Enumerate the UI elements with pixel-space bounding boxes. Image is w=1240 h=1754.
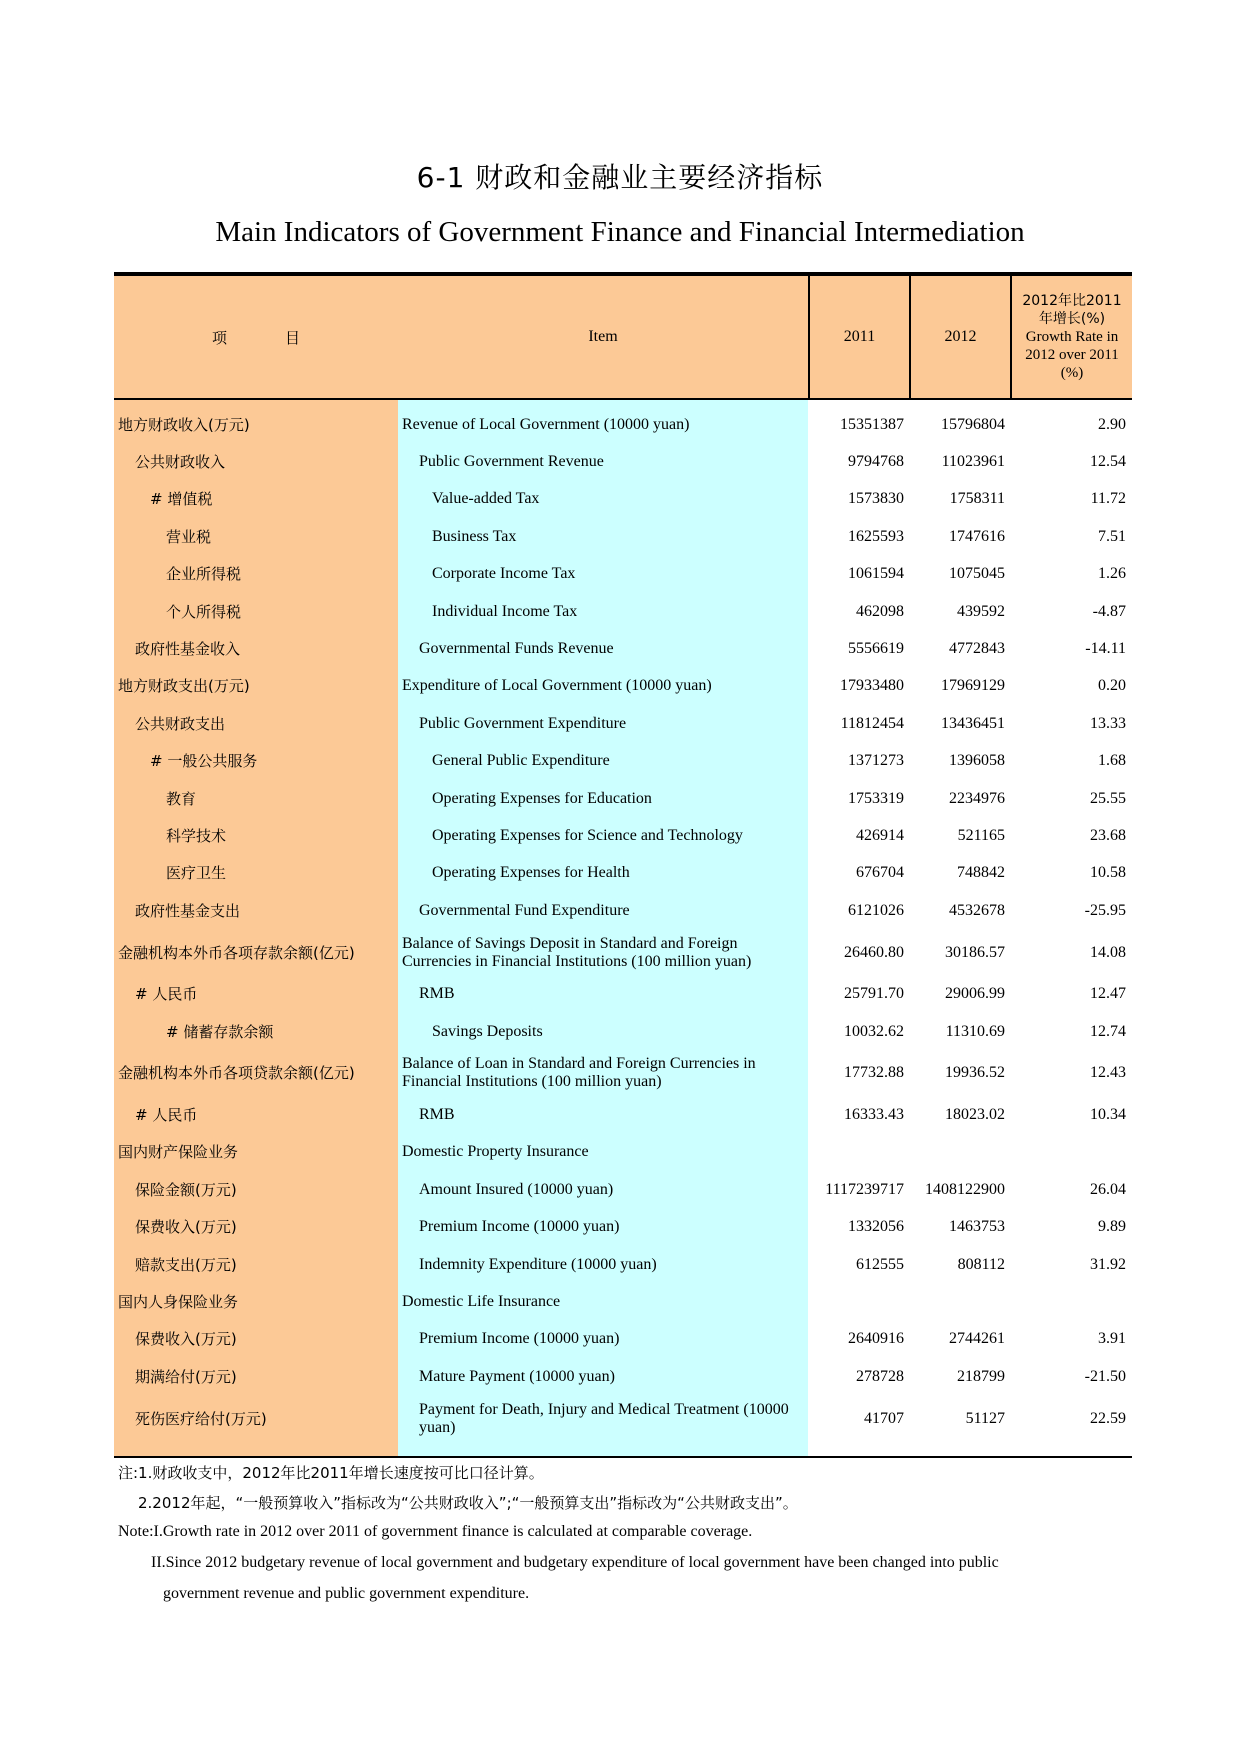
cell-value-2012: 521165 xyxy=(957,827,1005,845)
cell-item-cn: 公共财政支出 xyxy=(135,714,226,733)
table-row xyxy=(114,1050,1132,1096)
table-row xyxy=(114,1134,1132,1171)
header-growth-line-5: (%) xyxy=(1060,365,1084,381)
cell-value-2011: 17933480 xyxy=(840,677,904,695)
table-row xyxy=(114,406,1132,443)
cell-growth-rate: 14.08 xyxy=(1090,943,1126,961)
cell-growth-rate: 23.68 xyxy=(1090,827,1126,845)
table-row xyxy=(114,743,1132,780)
cell-item-cn: 保险金额(万元) xyxy=(135,1180,237,1199)
cell-item-en: RMB xyxy=(419,985,455,1003)
cell-value-2012: 19936.52 xyxy=(945,1064,1005,1082)
cell-value-2012: 1758311 xyxy=(949,490,1005,508)
cell-growth-rate: 0.20 xyxy=(1098,677,1126,695)
cell-item-cn: 赔款支出(万元) xyxy=(135,1255,237,1274)
table-row xyxy=(114,1283,1132,1320)
cell-growth-rate: 12.43 xyxy=(1090,1064,1126,1082)
cell-value-2011: 41707 xyxy=(864,1409,904,1427)
cell-value-2011: 1753319 xyxy=(848,789,904,807)
cell-value-2011: 278728 xyxy=(856,1367,904,1385)
cell-growth-rate: 25.55 xyxy=(1090,789,1126,807)
cell-value-2012: 11310.69 xyxy=(945,1022,1005,1040)
cell-item-cn: 保费收入(万元) xyxy=(135,1330,237,1349)
cell-value-2012: 439592 xyxy=(957,602,1005,620)
cell-value-2011: 426914 xyxy=(856,827,904,845)
table-row xyxy=(114,1321,1132,1358)
cell-growth-rate: 10.34 xyxy=(1090,1106,1126,1124)
cell-item-en: Operating Expenses for Science and Technology xyxy=(432,827,743,845)
table-row xyxy=(114,1013,1132,1050)
cell-item-en: Indemnity Expenditure (10000 yuan) xyxy=(419,1255,657,1273)
cell-value-2011: 11812454 xyxy=(840,714,904,732)
cell-item-cn: 地方财政支出(万元) xyxy=(118,677,250,696)
cell-item-en: Expenditure of Local Government (10000 yuan) xyxy=(402,677,712,695)
cell-item-en: Public Government Revenue xyxy=(419,453,604,471)
cell-growth-rate: 3.91 xyxy=(1098,1330,1126,1348)
cell-growth-rate: 26.04 xyxy=(1090,1180,1126,1198)
cell-value-2012: 218799 xyxy=(957,1367,1005,1385)
cell-value-2011: 1371273 xyxy=(848,752,904,770)
cell-item-cn: 金融机构本外币各项存款余额(亿元) xyxy=(118,943,355,962)
cell-item-en: Individual Income Tax xyxy=(432,602,578,620)
cell-item-en: Domestic Property Insurance xyxy=(402,1143,589,1161)
cell-value-2011: 6121026 xyxy=(848,901,904,919)
cell-item-cn: 政府性基金支出 xyxy=(135,901,241,920)
table-row xyxy=(114,930,1132,976)
cell-value-2011: 1573830 xyxy=(848,490,904,508)
cell-value-2011: 1625593 xyxy=(848,527,904,545)
table-row xyxy=(114,443,1132,480)
cell-item-en: Balance of Savings Deposit in Standard and Foreign Currencies in Financial Institutions (100 million yuan) xyxy=(402,934,752,970)
cell-value-2012: 2744261 xyxy=(949,1330,1005,1348)
cell-item-en: RMB xyxy=(419,1106,455,1124)
cell-item-cn: 地方财政收入(万元) xyxy=(118,415,250,434)
cell-item-en: Balance of Loan in Standard and Foreign Currencies in Financial Institutions (100 million yuan) xyxy=(402,1055,756,1091)
table-row xyxy=(114,593,1132,630)
page-title-cn: 6-1 财政和金融业主要经济指标 xyxy=(416,161,824,194)
cell-value-2011: 9794768 xyxy=(848,453,904,471)
note-en-3: government revenue and public government expenditure. xyxy=(163,1585,530,1602)
cell-value-2012: 808112 xyxy=(957,1255,1005,1273)
table-row xyxy=(114,817,1132,854)
cell-growth-rate: 22.59 xyxy=(1090,1409,1126,1427)
cell-value-2012 xyxy=(909,1134,1005,1171)
cell-value-2011: 676704 xyxy=(856,864,904,882)
cell-value-2012: 17969129 xyxy=(941,677,1005,695)
cell-value-2012: 51127 xyxy=(965,1409,1005,1427)
cell-value-2012: 13436451 xyxy=(941,714,1005,732)
note-cn-1: 注:1.财政收支中，2012年比2011年增长速度按可比口径计算。 xyxy=(118,1464,544,1482)
cell-value-2012: 30186.57 xyxy=(945,943,1005,961)
cell-value-2011: 462098 xyxy=(856,602,904,620)
note-en-2: II.Since 2012 budgetary revenue of local government and budgetary expenditure of local government have been changed into public xyxy=(151,1554,999,1571)
cell-item-cn: 教育 xyxy=(166,789,197,808)
cell-growth-rate xyxy=(1010,1134,1126,1171)
cell-item-en: Governmental Funds Revenue xyxy=(419,640,614,658)
cell-item-cn: 公共财政收入 xyxy=(135,453,226,472)
cell-value-2011: 612555 xyxy=(856,1255,904,1273)
cell-item-cn: 科学技术 xyxy=(166,827,227,846)
cell-growth-rate: 12.47 xyxy=(1090,985,1126,1003)
cell-value-2012: 4532678 xyxy=(949,901,1005,919)
cell-value-2011: 1117239717 xyxy=(825,1180,904,1198)
cell-item-en: Public Government Expenditure xyxy=(419,714,627,732)
table-row xyxy=(114,1209,1132,1246)
table-row xyxy=(114,976,1132,1013)
cell-item-cn: 政府性基金收入 xyxy=(135,640,241,659)
cell-value-2012: 4772843 xyxy=(949,640,1005,658)
table-row xyxy=(114,780,1132,817)
cell-item-cn: # 人民币 xyxy=(135,1106,198,1125)
cell-value-2012: 18023.02 xyxy=(945,1106,1005,1124)
header-growth-line-1: 2012年比2011 xyxy=(1022,293,1122,309)
cell-growth-rate: 12.54 xyxy=(1090,453,1126,471)
table-row xyxy=(114,1246,1132,1283)
cell-item-cn: # 储蓄存款余额 xyxy=(166,1022,274,1041)
cell-item-cn: # 人民币 xyxy=(135,985,198,1004)
cell-value-2012: 1396058 xyxy=(949,752,1005,770)
cell-growth-rate: 1.26 xyxy=(1098,565,1126,583)
cell-item-en: Premium Income (10000 yuan) xyxy=(419,1330,620,1348)
cell-item-cn: 死伤医疗给付(万元) xyxy=(135,1409,267,1428)
cell-item-en: Revenue of Local Government (10000 yuan) xyxy=(402,415,690,433)
cell-value-2012: 15796804 xyxy=(941,415,1005,433)
cell-value-2012: 748842 xyxy=(957,864,1005,882)
table-header xyxy=(114,272,1132,400)
cell-value-2012: 11023961 xyxy=(941,453,1005,471)
header-year-2012: 2012 xyxy=(909,276,1010,398)
table-row xyxy=(114,1396,1132,1442)
cell-value-2011: 25791.70 xyxy=(844,985,904,1003)
cell-growth-rate: -25.95 xyxy=(1084,901,1126,919)
cell-item-en: Savings Deposits xyxy=(432,1022,543,1040)
cell-growth-rate: 11.72 xyxy=(1090,490,1126,508)
cell-item-en: Value-added Tax xyxy=(432,490,540,508)
cell-item-en: Domestic Life Insurance xyxy=(402,1293,561,1311)
cell-growth-rate: 1.68 xyxy=(1098,752,1126,770)
cell-value-2011: 5556619 xyxy=(848,640,904,658)
cell-value-2011 xyxy=(808,1134,904,1171)
cell-item-cn: 国内人身保险业务 xyxy=(118,1293,239,1312)
note-en-1: Note:I.Growth rate in 2012 over 2011 of government finance is calculated at comparable coverage. xyxy=(118,1523,753,1540)
cell-item-en: Governmental Fund Expenditure xyxy=(419,901,630,919)
cell-growth-rate: 7.51 xyxy=(1098,527,1126,545)
header-growth-line-2: 年增长(%) xyxy=(1038,311,1106,327)
cell-value-2011: 15351387 xyxy=(840,415,904,433)
cell-item-en: Amount Insured (10000 yuan) xyxy=(419,1180,614,1198)
cell-growth-rate: 13.33 xyxy=(1090,714,1126,732)
cell-item-en: Corporate Income Tax xyxy=(432,565,576,583)
cell-value-2012: 1463753 xyxy=(949,1218,1005,1236)
cell-growth-rate: -14.11 xyxy=(1085,640,1126,658)
cell-item-en: Operating Expenses for Education xyxy=(432,789,652,807)
cell-item-en: Mature Payment (10000 yuan) xyxy=(419,1367,615,1385)
cell-growth-rate xyxy=(1010,1283,1126,1320)
page-title-en: Main Indicators of Government Finance and Financial Intermediation xyxy=(215,216,1025,248)
cell-item-cn: # 增值税 xyxy=(150,490,213,509)
header-item-cn xyxy=(114,276,398,398)
table-row xyxy=(114,705,1132,742)
cell-item-cn: 国内财产保险业务 xyxy=(118,1143,239,1162)
table-row xyxy=(114,1358,1132,1395)
cell-item-en: Operating Expenses for Health xyxy=(432,864,630,882)
cell-value-2012: 29006.99 xyxy=(945,985,1005,1003)
cell-item-cn: 医疗卫生 xyxy=(166,864,227,883)
table-row xyxy=(114,892,1132,929)
table-row xyxy=(114,630,1132,667)
table-bottom-rule xyxy=(114,1456,1132,1458)
cell-value-2011: 1332056 xyxy=(848,1218,904,1236)
cell-item-cn: 个人所得税 xyxy=(166,602,242,621)
cell-item-cn: 企业所得税 xyxy=(166,565,242,584)
header-year-2011: 2011 xyxy=(808,276,909,398)
cell-value-2011 xyxy=(808,1283,904,1320)
header-item-en: Item xyxy=(588,328,618,345)
cell-item-en: General Public Expenditure xyxy=(432,752,610,770)
cell-value-2012 xyxy=(909,1283,1005,1320)
table-row xyxy=(114,518,1132,555)
cell-item-en: Premium Income (10000 yuan) xyxy=(419,1218,620,1236)
cell-growth-rate: 12.74 xyxy=(1090,1022,1126,1040)
cell-item-cn: 保费收入(万元) xyxy=(135,1218,237,1237)
cell-growth-rate: 9.89 xyxy=(1098,1218,1126,1236)
table-body xyxy=(114,400,1132,1456)
cell-value-2011: 10032.62 xyxy=(844,1022,904,1040)
cell-value-2011: 2640916 xyxy=(848,1330,904,1348)
cell-value-2012: 2234976 xyxy=(949,789,1005,807)
cell-item-en: Payment for Death, Injury and Medical Treatment (10000 yuan) xyxy=(419,1400,789,1436)
cell-value-2012: 1408122900 xyxy=(925,1180,1005,1198)
cell-item-cn: # 一般公共服务 xyxy=(150,752,258,771)
cell-item-en: Business Tax xyxy=(432,527,517,545)
cell-growth-rate: 31.92 xyxy=(1090,1255,1126,1273)
note-cn-2: 2.2012年起，“一般预算收入”指标改为“公共财政收入”;“一般预算支出”指标改为“公共财政支出”。 xyxy=(138,1494,798,1512)
table-row xyxy=(114,481,1132,518)
cell-growth-rate: -21.50 xyxy=(1084,1367,1126,1385)
header-growth-line-4: 2012 over 2011 xyxy=(1025,347,1119,363)
cell-value-2011: 1061594 xyxy=(848,565,904,583)
header-item-cn-2: 目 xyxy=(285,328,301,347)
cell-growth-rate: -4.87 xyxy=(1092,602,1126,620)
cell-item-cn: 期满给付(万元) xyxy=(135,1367,237,1386)
table-row xyxy=(114,668,1132,705)
cell-item-cn: 营业税 xyxy=(166,527,212,546)
cell-value-2012: 1075045 xyxy=(949,565,1005,583)
cell-value-2011: 16333.43 xyxy=(844,1106,904,1124)
table-row xyxy=(114,1171,1132,1208)
cell-growth-rate: 10.58 xyxy=(1090,864,1126,882)
cell-growth-rate: 2.90 xyxy=(1098,415,1126,433)
cell-value-2012: 1747616 xyxy=(949,527,1005,545)
cell-value-2011: 17732.88 xyxy=(844,1064,904,1082)
header-item-cn-1: 项 xyxy=(211,328,227,347)
header-growth-line-3: Growth Rate in xyxy=(1025,329,1119,345)
table-row xyxy=(114,556,1132,593)
table-row xyxy=(114,1096,1132,1133)
table-row xyxy=(114,855,1132,892)
header-growth-rate xyxy=(1010,276,1132,398)
cell-item-cn: 金融机构本外币各项贷款余额(亿元) xyxy=(118,1064,355,1083)
cell-value-2011: 26460.80 xyxy=(844,943,904,961)
